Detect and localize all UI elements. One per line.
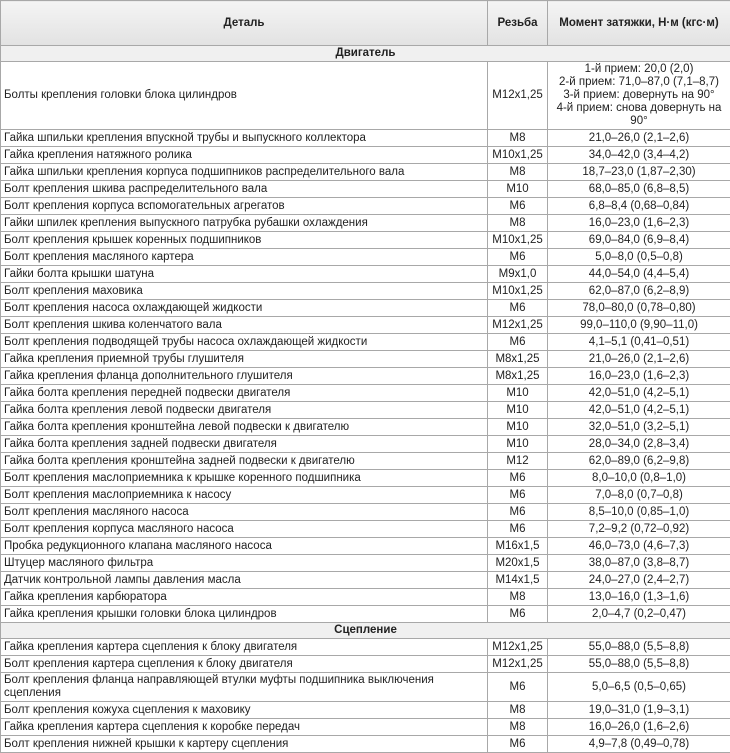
thread-cell: М8х1,25 xyxy=(488,351,548,368)
part-cell: Гайка болта крепления кронштейна левой подвески к двигателю xyxy=(1,419,488,436)
thread-cell: М6 xyxy=(488,300,548,317)
part-cell: Болт крепления картера сцепления к блоку двигателя xyxy=(1,656,488,673)
part-cell: Болт крепления маховика xyxy=(1,283,488,300)
thread-cell: М8х1,25 xyxy=(488,368,548,385)
table-row xyxy=(1,198,730,215)
thread-cell: М6 xyxy=(488,673,548,702)
part-cell: Болт крепления корпуса масляного насоса xyxy=(1,521,488,538)
torque-cell: 21,0–26,0 (2,1–2,6) xyxy=(548,130,730,147)
thread-cell: М12х1,25 xyxy=(488,656,548,673)
torque-cell: 69,0–84,0 (6,9–8,4) xyxy=(548,232,730,249)
torque-cell: 4,9–7,8 (0,49–0,78) xyxy=(548,736,730,753)
table-row xyxy=(1,300,730,317)
table-row xyxy=(1,419,730,436)
torque-step: 1-й прием: 20,0 (2,0) xyxy=(551,63,727,76)
table-row xyxy=(1,436,730,453)
table-row xyxy=(1,164,730,181)
torque-cell: 4,1–5,1 (0,41–0,51) xyxy=(548,334,730,351)
part-cell: Гайка болта крепления кронштейна задней подвески к двигателю xyxy=(1,453,488,470)
thread-cell: М12 xyxy=(488,453,548,470)
torque-cell: 5,0–6,5 (0,5–0,65) xyxy=(548,673,730,702)
part-cell: Болт крепления шкива коленчатого вала xyxy=(1,317,488,334)
thread-cell: М6 xyxy=(488,487,548,504)
part-cell: Штуцер масляного фильтра xyxy=(1,555,488,572)
table-row xyxy=(1,487,730,504)
table-row xyxy=(1,504,730,521)
thread-cell: М10 xyxy=(488,436,548,453)
thread-cell: М6 xyxy=(488,606,548,623)
table-row xyxy=(1,232,730,249)
torque-cell: 8,5–10,0 (0,85–1,0) xyxy=(548,504,730,521)
torque-cell: 2,0–4,7 (0,2–0,47) xyxy=(548,606,730,623)
torque-cell: 38,0–87,0 (3,8–8,7) xyxy=(548,555,730,572)
thread-cell: М10х1,25 xyxy=(488,232,548,249)
thread-cell: М8 xyxy=(488,164,548,181)
torque-cell: 42,0–51,0 (4,2–5,1) xyxy=(548,385,730,402)
part-cell: Болт крепления шкива распределительного вала xyxy=(1,181,488,198)
torque-cell: 19,0–31,0 (1,9–3,1) xyxy=(548,702,730,719)
table-row xyxy=(1,470,730,487)
torque-cell: 7,2–9,2 (0,72–0,92) xyxy=(548,521,730,538)
table-row xyxy=(1,639,730,656)
table-row xyxy=(1,673,730,702)
torque-cell: 55,0–88,0 (5,5–8,8) xyxy=(548,639,730,656)
thread-cell: М8 xyxy=(488,589,548,606)
torque-cell: 78,0–80,0 (0,78–0,80) xyxy=(548,300,730,317)
table-row xyxy=(1,181,730,198)
table-row xyxy=(1,589,730,606)
torque-cell: 5,0–8,0 (0,5–0,8) xyxy=(548,249,730,266)
column-header-part: Деталь xyxy=(1,1,488,46)
part-cell: Болт крепления корпуса вспомогательных агрегатов xyxy=(1,198,488,215)
thread-cell: М6 xyxy=(488,504,548,521)
table-row xyxy=(1,719,730,736)
part-cell: Гайка крепления фланца дополнительного глушителя xyxy=(1,368,488,385)
torque-cell: 46,0–73,0 (4,6–7,3) xyxy=(548,538,730,555)
table-row xyxy=(1,215,730,232)
part-cell: Гайки шпилек крепления выпускного патрубка рубашки охлаждения xyxy=(1,215,488,232)
torque-cell: 6,8–8,4 (0,68–0,84) xyxy=(548,198,730,215)
table-row xyxy=(1,351,730,368)
torque-cell: 62,0–87,0 (6,2–8,9) xyxy=(548,283,730,300)
torque-cell: 55,0–88,0 (5,5–8,8) xyxy=(548,656,730,673)
section-row xyxy=(1,46,730,62)
part-cell: Болт крепления насоса охлаждающей жидкости xyxy=(1,300,488,317)
torque-cell: 16,0–23,0 (1,6–2,3) xyxy=(548,215,730,232)
torque-cell: 7,0–8,0 (0,7–0,8) xyxy=(548,487,730,504)
table-row xyxy=(1,702,730,719)
thread-cell: М8 xyxy=(488,130,548,147)
part-cell: Гайка болта крепления задней подвески двигателя xyxy=(1,436,488,453)
thread-cell: М10х1,25 xyxy=(488,147,548,164)
section-row xyxy=(1,623,730,639)
thread-cell: М8 xyxy=(488,215,548,232)
part-cell: Гайка шпильки крепления впускной трубы и выпускного коллектора xyxy=(1,130,488,147)
table-row xyxy=(1,317,730,334)
part-cell: Болт крепления крышек коренных подшипников xyxy=(1,232,488,249)
thread-cell: М12х1,25 xyxy=(488,639,548,656)
torque-cell: 62,0–89,0 (6,2–9,8) xyxy=(548,453,730,470)
part-cell: Болт крепления масляного насоса xyxy=(1,504,488,521)
table-row xyxy=(1,402,730,419)
torque-cell: 99,0–110,0 (9,90–11,0) xyxy=(548,317,730,334)
part-cell: Болты крепления головки блока цилиндров xyxy=(1,62,488,130)
thread-cell: М12х1,25 xyxy=(488,62,548,130)
torque-cell: 16,0–26,0 (1,6–2,6) xyxy=(548,719,730,736)
table-row xyxy=(1,453,730,470)
thread-cell: М6 xyxy=(488,470,548,487)
section-title: Сцепление xyxy=(1,623,730,639)
thread-cell: М10 xyxy=(488,419,548,436)
table-row xyxy=(1,368,730,385)
thread-cell: М20х1,5 xyxy=(488,555,548,572)
thread-cell: М10 xyxy=(488,181,548,198)
thread-cell: М10 xyxy=(488,402,548,419)
table-row xyxy=(1,538,730,555)
part-cell: Гайка крепления натяжного ролика xyxy=(1,147,488,164)
part-cell: Болт крепления масляного картера xyxy=(1,249,488,266)
torque-cell: 16,0–23,0 (1,6–2,3) xyxy=(548,368,730,385)
column-header-torque: Момент затяжки, Н·м (кгс·м) xyxy=(548,1,730,46)
torque-step: 3-й прием: довернуть на 90° xyxy=(551,89,727,102)
thread-cell: М6 xyxy=(488,198,548,215)
part-cell: Гайка крепления приемной трубы глушителя xyxy=(1,351,488,368)
thread-cell: М6 xyxy=(488,521,548,538)
table-body xyxy=(1,46,730,753)
part-cell: Гайка крепления карбюратора xyxy=(1,589,488,606)
part-cell: Гайки болта крышки шатуна xyxy=(1,266,488,283)
part-cell: Гайка болта крепления левой подвески двигателя xyxy=(1,402,488,419)
thread-cell: М6 xyxy=(488,249,548,266)
table-row xyxy=(1,283,730,300)
torque-cell: 44,0–54,0 (4,4–5,4) xyxy=(548,266,730,283)
part-cell: Гайка крепления картера сцепления к коробке передач xyxy=(1,719,488,736)
part-cell: Гайка крепления крышки головки блока цилиндров xyxy=(1,606,488,623)
thread-cell: М9х1,0 xyxy=(488,266,548,283)
part-cell: Датчик контрольной лампы давления масла xyxy=(1,572,488,589)
part-cell: Болт крепления нижней крышки к картеру сцепления xyxy=(1,736,488,753)
thread-cell: М10 xyxy=(488,385,548,402)
part-cell: Гайка крепления картера сцепления к блоку двигателя xyxy=(1,639,488,656)
torque-cell: 68,0–85,0 (6,8–8,5) xyxy=(548,181,730,198)
table-row xyxy=(1,249,730,266)
part-cell: Болт крепления подводящей трубы насоса охлаждающей жидкости xyxy=(1,334,488,351)
torque-cell: 24,0–27,0 (2,4–2,7) xyxy=(548,572,730,589)
thread-cell: М6 xyxy=(488,736,548,753)
table-row xyxy=(1,606,730,623)
thread-cell: М14х1,5 xyxy=(488,572,548,589)
torque-cell: 18,7–23,0 (1,87–2,30) xyxy=(548,164,730,181)
thread-cell: М8 xyxy=(488,719,548,736)
part-cell: Пробка редукционного клапана масляного насоса xyxy=(1,538,488,555)
torque-step: 2-й прием: 71,0–87,0 (7,1–8,7) xyxy=(551,76,727,89)
table-row xyxy=(1,385,730,402)
table-row xyxy=(1,147,730,164)
part-cell: Болт крепления маслоприемника к крышке коренного подшипника xyxy=(1,470,488,487)
torque-cell: 28,0–34,0 (2,8–3,4) xyxy=(548,436,730,453)
table-row xyxy=(1,62,730,130)
thread-cell: М8 xyxy=(488,702,548,719)
part-cell: Болт крепления кожуха сцепления к маховику xyxy=(1,702,488,719)
torque-cell: 42,0–51,0 (4,2–5,1) xyxy=(548,402,730,419)
part-cell: Болт крепления маслоприемника к насосу xyxy=(1,487,488,504)
table-row xyxy=(1,334,730,351)
table-row xyxy=(1,572,730,589)
column-header-thread: Резьба xyxy=(488,1,548,46)
table-row xyxy=(1,656,730,673)
table-header-row xyxy=(1,1,730,46)
part-cell: Гайка болта крепления передней подвески двигателя xyxy=(1,385,488,402)
thread-cell: М12х1,25 xyxy=(488,317,548,334)
thread-cell: М10х1,25 xyxy=(488,283,548,300)
torque-cell: 13,0–16,0 (1,3–1,6) xyxy=(548,589,730,606)
torque-cell xyxy=(548,62,730,130)
thread-cell: М16х1,5 xyxy=(488,538,548,555)
torque-cell: 21,0–26,0 (2,1–2,6) xyxy=(548,351,730,368)
part-cell: Болт крепления фланца направляющей втулки муфты подшипника выключения сцепления xyxy=(1,673,488,702)
torque-cell: 8,0–10,0 (0,8–1,0) xyxy=(548,470,730,487)
part-cell: Гайка шпильки крепления корпуса подшипников распределительного вала xyxy=(1,164,488,181)
table-row xyxy=(1,266,730,283)
torque-cell: 32,0–51,0 (3,2–5,1) xyxy=(548,419,730,436)
table-row xyxy=(1,521,730,538)
torque-step: 4-й прием: снова довернуть на 90° xyxy=(551,102,727,128)
section-title: Двигатель xyxy=(1,46,730,62)
table-row xyxy=(1,555,730,572)
thread-cell: М6 xyxy=(488,334,548,351)
torque-cell: 34,0–42,0 (3,4–4,2) xyxy=(548,147,730,164)
table-row xyxy=(1,130,730,147)
